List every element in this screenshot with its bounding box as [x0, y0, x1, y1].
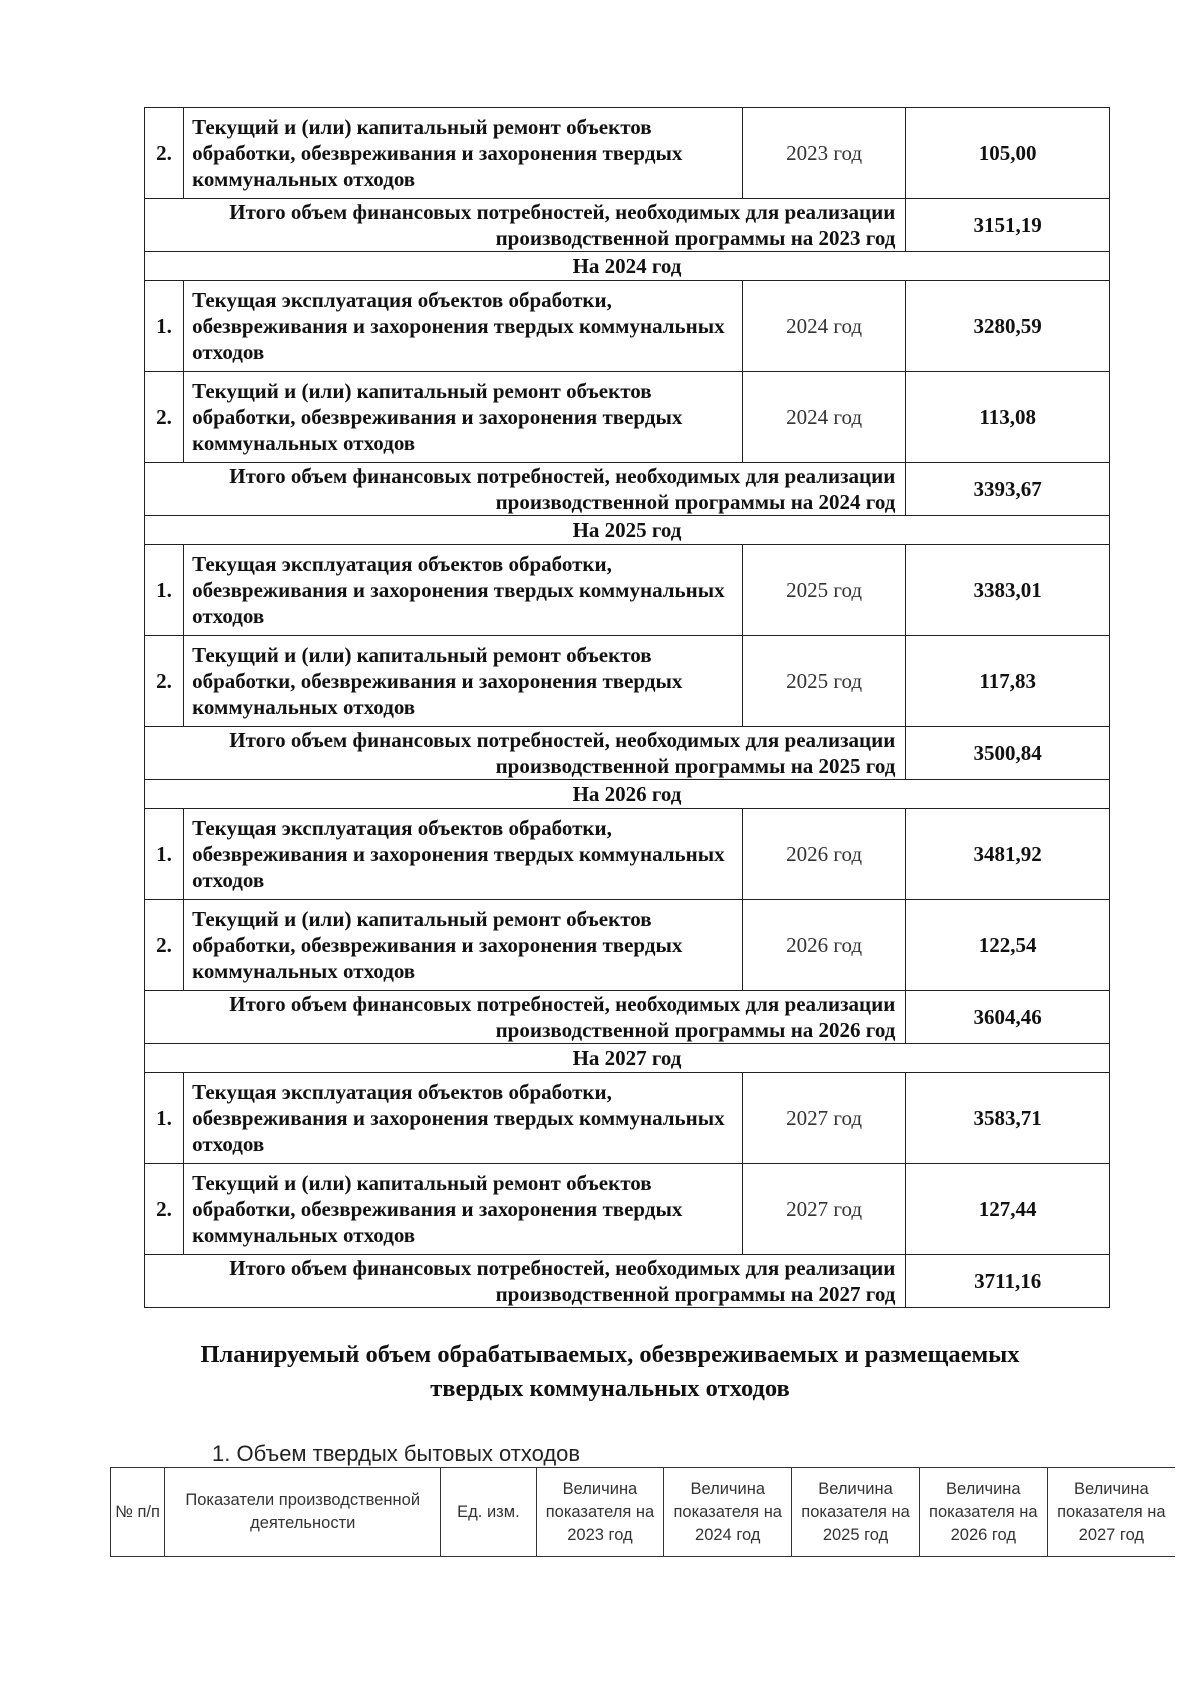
- total-label: Итого объем финансовых потребностей, необходимых для реализации производственной программы на 2025 год: [145, 727, 906, 780]
- row-description: Текущая эксплуатация объектов обработки, обезвреживания и захоронения твердых коммунальных отходов: [184, 281, 743, 372]
- table-row: [145, 900, 1110, 991]
- header-cell-2024: Величина показателя на 2024 год: [664, 1468, 792, 1557]
- row-value: 3481,92: [906, 809, 1110, 900]
- total-value: 3500,84: [906, 727, 1110, 780]
- year-header-row: [145, 516, 1110, 545]
- row-description: Текущий и (или) капитальный ремонт объектов обработки, обезвреживания и захоронения твердых коммунальных отходов: [184, 372, 743, 463]
- volume-table: [110, 1467, 1175, 1557]
- table-row: [145, 281, 1110, 372]
- row-value: 117,83: [906, 636, 1110, 727]
- total-value: 3393,67: [906, 463, 1110, 516]
- row-number: 1.: [145, 281, 184, 372]
- table-row: [145, 545, 1110, 636]
- row-description: Текущий и (или) капитальный ремонт объектов обработки, обезвреживания и захоронения твердых коммунальных отходов: [184, 1164, 743, 1255]
- year-header: На 2026 год: [145, 780, 1110, 809]
- header-cell-2023: Величина показателя на 2023 год: [536, 1468, 664, 1557]
- total-label: Итого объем финансовых потребностей, необходимых для реализации производственной программы на 2023 год: [145, 199, 906, 252]
- header-cell-2027: Величина показателя на 2027 год: [1047, 1468, 1175, 1557]
- row-description: Текущая эксплуатация объектов обработки, обезвреживания и захоронения твердых коммунальных отходов: [184, 809, 743, 900]
- row-value: 105,00: [906, 108, 1110, 199]
- row-year: 2024 год: [742, 372, 906, 463]
- financial-table-body: [145, 108, 1110, 1308]
- row-number: 1.: [145, 1073, 184, 1164]
- subheading: 1. Объем твердых бытовых отходов: [212, 1441, 581, 1466]
- row-number: 2.: [145, 108, 184, 199]
- row-value: 3280,59: [906, 281, 1110, 372]
- total-value: 3151,19: [906, 199, 1110, 252]
- row-year: 2023 год: [742, 108, 906, 199]
- table-row: [145, 809, 1110, 900]
- total-row: [145, 1255, 1110, 1308]
- row-description: Текущий и (или) капитальный ремонт объектов обработки, обезвреживания и захоронения твердых коммунальных отходов: [184, 636, 743, 727]
- header-cell-unit: Ед. изм.: [441, 1468, 536, 1557]
- table-row: [145, 108, 1110, 199]
- total-value: 3604,46: [906, 991, 1110, 1044]
- year-header: На 2025 год: [145, 516, 1110, 545]
- header-cell-2026: Величина показателя на 2026 год: [919, 1468, 1047, 1557]
- year-header-row: [145, 1044, 1110, 1073]
- table-row: [145, 372, 1110, 463]
- table-row: [145, 636, 1110, 727]
- row-number: 1.: [145, 809, 184, 900]
- row-year: 2024 год: [742, 281, 906, 372]
- year-header-row: [145, 780, 1110, 809]
- row-year: 2027 год: [742, 1073, 906, 1164]
- row-value: 3583,71: [906, 1073, 1110, 1164]
- header-cell-number: № п/п: [111, 1468, 165, 1557]
- total-row: [145, 727, 1110, 780]
- year-header: На 2027 год: [145, 1044, 1110, 1073]
- row-description: Текущий и (или) капитальный ремонт объектов обработки, обезвреживания и захоронения твердых коммунальных отходов: [184, 900, 743, 991]
- section-title: Планируемый объем обрабатываемых, обезвреживаемых и размещаемых твердых коммунальных отходов: [200, 1341, 1020, 1402]
- row-year: 2025 год: [742, 636, 906, 727]
- financial-needs-table: [144, 107, 1110, 1308]
- header-cell-indicators: Показатели производственной деятельности: [165, 1468, 441, 1557]
- total-value: 3711,16: [906, 1255, 1110, 1308]
- row-value: 113,08: [906, 372, 1110, 463]
- total-row: [145, 991, 1110, 1044]
- row-value: 3383,01: [906, 545, 1110, 636]
- row-number: 2.: [145, 372, 184, 463]
- row-description: Текущая эксплуатация объектов обработки, обезвреживания и захоронения твердых коммунальных отходов: [184, 1073, 743, 1164]
- row-value: 122,54: [906, 900, 1110, 991]
- row-number: 2.: [145, 636, 184, 727]
- row-description: Текущий и (или) капитальный ремонт объектов обработки, обезвреживания и захоронения твердых коммунальных отходов: [184, 108, 743, 199]
- volume-table-header-row: [111, 1468, 1176, 1557]
- table-row: [145, 1073, 1110, 1164]
- total-label: Итого объем финансовых потребностей, необходимых для реализации производственной программы на 2026 год: [145, 991, 906, 1044]
- header-cell-2025: Величина показателя на 2025 год: [792, 1468, 920, 1557]
- table-row: [145, 1164, 1110, 1255]
- row-year: 2027 год: [742, 1164, 906, 1255]
- row-number: 2.: [145, 900, 184, 991]
- row-number: 1.: [145, 545, 184, 636]
- row-year: 2026 год: [742, 809, 906, 900]
- row-year: 2026 год: [742, 900, 906, 991]
- row-number: 2.: [145, 1164, 184, 1255]
- row-year: 2025 год: [742, 545, 906, 636]
- year-header: На 2024 год: [145, 252, 1110, 281]
- year-header-row: [145, 252, 1110, 281]
- total-row: [145, 199, 1110, 252]
- total-label: Итого объем финансовых потребностей, необходимых для реализации производственной программы на 2024 год: [145, 463, 906, 516]
- total-label: Итого объем финансовых потребностей, необходимых для реализации производственной программы на 2027 год: [145, 1255, 906, 1308]
- row-description: Текущая эксплуатация объектов обработки, обезвреживания и захоронения твердых коммунальных отходов: [184, 545, 743, 636]
- row-value: 127,44: [906, 1164, 1110, 1255]
- total-row: [145, 463, 1110, 516]
